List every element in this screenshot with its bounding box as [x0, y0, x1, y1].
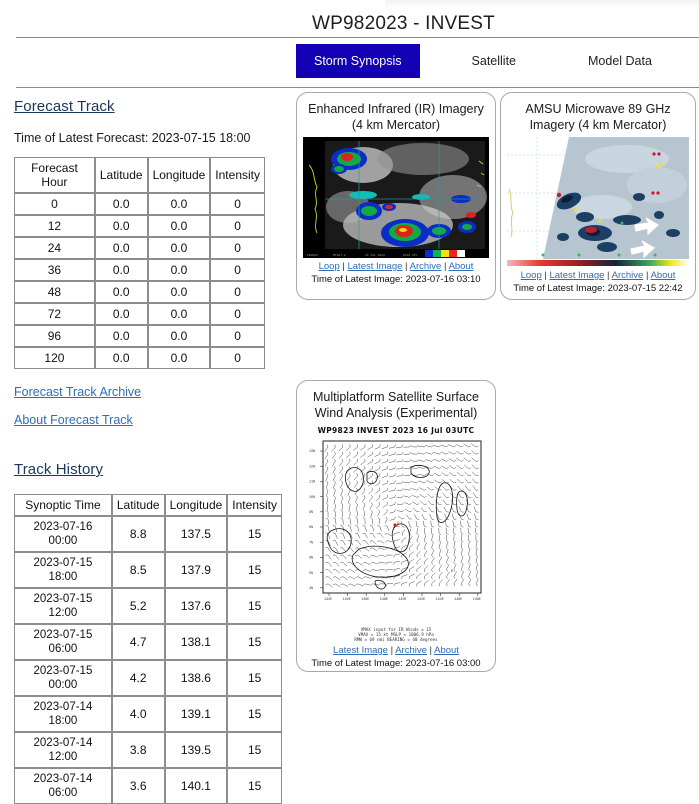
table-row [14, 732, 282, 768]
table-cell: 2023-07-14 18:00 [14, 696, 112, 732]
left-column [14, 98, 290, 804]
wind-x-tick: 142E [417, 598, 426, 602]
wind-y-tick: 9N [309, 511, 314, 515]
table-row [14, 215, 265, 237]
table-cell: 120 [14, 347, 95, 369]
ir-links: Loop | Latest Image | Archive | About [318, 261, 474, 272]
wind-chart-header: WP9823 INVEST 2023 16 Jul 03UTC [317, 426, 475, 435]
divider-below-tabs [16, 87, 699, 88]
wind-y-tick: 5N [309, 571, 314, 576]
wind-annotation-2: VMAX = 15 kt MSLP = 1006.9 hPa [358, 632, 434, 637]
track-history-heading: Track History [14, 461, 104, 478]
table-cell: 15 [227, 696, 282, 732]
wind-y-tick: 7N [309, 541, 314, 546]
table-header-row [14, 494, 282, 516]
col-intensity: Intensity [227, 494, 282, 516]
table-row [14, 259, 265, 281]
table-cell: 0.0 [95, 347, 148, 369]
panel-ir-title: Enhanced Infrared (IR) Imagery (4 km Mercator) [308, 102, 484, 132]
wind-chart-annotations [303, 627, 489, 642]
table-cell: 15 [227, 624, 282, 660]
table-cell: 0.0 [95, 193, 148, 215]
table-row [14, 624, 282, 660]
table-cell: 0.0 [95, 303, 148, 325]
table-cell: 72 [14, 303, 95, 325]
wind-y-tick: 8N [309, 526, 314, 531]
wind-x-tick: 144E [435, 598, 444, 602]
wind-y-tick: 10N [309, 495, 316, 500]
wind-x-tick: 134E [342, 598, 351, 602]
ir-archive-link[interactable]: Archive [409, 261, 442, 272]
ir-latest-time: Time of Latest Image: 2023-07-16 03:10 [311, 274, 481, 285]
table-cell: 0 [210, 215, 265, 237]
wind-latest-time: Time of Latest Image: 2023-07-16 03:00 [311, 658, 481, 669]
table-cell: 24 [14, 237, 95, 259]
wind-y-tick: 13N [309, 450, 316, 455]
chrome-gradient [385, 0, 699, 8]
table-cell: 15 [227, 588, 282, 624]
tab-storm-synopsis[interactable]: Storm Synopsis [296, 44, 420, 78]
wind-annotation-1: VMAX input for IR Winds = 15 [360, 627, 432, 632]
table-cell: 0.0 [95, 325, 148, 347]
col-latitude: Latitude [95, 157, 148, 193]
about-forecast-track-link[interactable]: About Forecast Track [14, 413, 133, 427]
table-cell: 0 [210, 347, 265, 369]
wind-x-tick: 132E [324, 598, 333, 602]
table-cell: 0.0 [95, 259, 148, 281]
col-latitude: Latitude [112, 494, 165, 516]
table-cell: 0.0 [148, 193, 211, 215]
wind-links: Latest Image | Archive | About [333, 645, 459, 656]
track-history-body [14, 516, 282, 804]
table-cell: 2023-07-15 00:00 [14, 660, 112, 696]
amsu-latest-time: Time of Latest Image: 2023-07-15 22:42 [513, 283, 683, 294]
table-cell: 140.1 [165, 768, 228, 804]
table-cell: 0.0 [95, 215, 148, 237]
tab-bar [296, 44, 670, 86]
svg-text:0310 UTC: 0310 UTC [403, 254, 418, 257]
table-cell: 137.9 [165, 552, 228, 588]
table-cell: 2023-07-14 12:00 [14, 732, 112, 768]
wind-x-tick: 148E [472, 598, 481, 602]
table-cell: 0 [210, 281, 265, 303]
table-cell: 3.8 [112, 732, 165, 768]
table-cell: 8.8 [112, 516, 165, 552]
wind-x-tick: 146E [454, 598, 463, 602]
table-row [14, 552, 282, 588]
panel-wind-analysis [296, 380, 496, 672]
latest-forecast-time: Time of Latest Forecast: 2023-07-15 18:00 [14, 131, 251, 145]
table-cell: 36 [14, 259, 95, 281]
svg-text:A: A [397, 522, 400, 526]
wind-y-tick: 4N [309, 587, 314, 591]
col-longitude: Longitude [165, 494, 228, 516]
tab-satellite[interactable]: Satellite [471, 54, 517, 68]
table-header-row [14, 157, 265, 193]
table-cell: 0.0 [148, 237, 211, 259]
table-cell: 8.5 [112, 552, 165, 588]
table-cell: 138.6 [165, 660, 228, 696]
wind-latest-image-link[interactable]: Latest Image [333, 645, 388, 656]
table-row [14, 516, 282, 552]
amsu-satellite-image[interactable] [507, 137, 689, 267]
table-row [14, 303, 265, 325]
wind-analysis-chart[interactable] [303, 437, 489, 627]
amsu-about-link[interactable]: About [650, 270, 676, 281]
table-cell: 0.0 [95, 237, 148, 259]
table-row [14, 660, 282, 696]
table-cell: 2023-07-14 06:00 [14, 768, 112, 804]
table-cell: 4.2 [112, 660, 165, 696]
table-cell: 0.0 [148, 281, 211, 303]
table-row [14, 588, 282, 624]
table-cell: 0 [210, 193, 265, 215]
table-cell: 12 [14, 215, 95, 237]
panel-enhanced-ir [296, 92, 496, 300]
svg-text:D: D [451, 570, 454, 574]
wind-annotation-3: RMW = 69 nmi BEARING = 40 degrees [354, 637, 438, 642]
amsu-links: Loop | Latest Image | Archive | About [520, 270, 676, 281]
amsu-loop-link[interactable]: Loop [520, 270, 542, 281]
table-cell: 15 [227, 732, 282, 768]
table-cell: 138.1 [165, 624, 228, 660]
table-cell: 0.0 [148, 303, 211, 325]
table-cell: 0.0 [148, 215, 211, 237]
table-row [14, 347, 265, 369]
forecast-track-table [14, 157, 265, 369]
table-cell: 4.7 [112, 624, 165, 660]
panel-amsu-microwave [500, 92, 696, 300]
table-cell: 0.0 [95, 281, 148, 303]
browser-chrome-strip [0, 0, 699, 8]
table-cell: 0 [210, 303, 265, 325]
ir-about-link[interactable]: About [448, 261, 474, 272]
forecast-track-heading: Forecast Track [14, 98, 115, 115]
table-cell: 0 [210, 237, 265, 259]
table-cell: 0.0 [148, 259, 211, 281]
track-history-table [14, 494, 282, 804]
table-cell: 15 [227, 768, 282, 804]
forecast-track-archive-link[interactable]: Forecast Track Archive [14, 385, 142, 399]
col-longitude: Longitude [148, 157, 211, 193]
table-row [14, 768, 282, 804]
table-cell: 2023-07-15 18:00 [14, 552, 112, 588]
table-cell: 3.6 [112, 768, 165, 804]
forecast-links [14, 383, 290, 439]
col-intensity: Intensity [210, 157, 265, 193]
wind-archive-link[interactable]: Archive [395, 645, 427, 656]
wind-y-tick: 6N [309, 556, 314, 561]
col-synoptic-time: Synoptic Time [14, 494, 112, 516]
ir-loop-link[interactable]: Loop [318, 261, 340, 272]
panel-wind-title: Multiplatform Satellite Surface Wind Analysis (Experimental) [312, 390, 480, 420]
wind-x-tick: 138E [379, 598, 388, 602]
amsu-archive-link[interactable]: Archive [611, 270, 644, 281]
table-cell: 137.6 [165, 588, 228, 624]
ir-satellite-image[interactable] [303, 137, 489, 258]
table-cell: 5.2 [112, 588, 165, 624]
table-cell: 15 [227, 516, 282, 552]
col-forecast-hour: Forecast Hour [14, 157, 95, 193]
tab-model-data[interactable]: Model Data [588, 54, 652, 68]
table-cell: 139.5 [165, 732, 228, 768]
table-cell: 0 [210, 325, 265, 347]
table-row [14, 193, 265, 215]
table-row [14, 237, 265, 259]
wind-about-link[interactable]: About [434, 645, 459, 656]
table-cell: 96 [14, 325, 95, 347]
svg-text:MTSAT-2: MTSAT-2 [333, 254, 346, 257]
wind-y-tick: 11N [309, 480, 316, 485]
page-title: WP982023 - INVEST [312, 13, 495, 34]
table-cell: 137.5 [165, 516, 228, 552]
table-row [14, 325, 265, 347]
svg-text:IR0001: IR0001 [307, 254, 318, 257]
table-cell: 2023-07-16 00:00 [14, 516, 112, 552]
table-cell: 2023-07-15 06:00 [14, 624, 112, 660]
table-row [14, 281, 265, 303]
panel-amsu-title: AMSU Microwave 89 GHz Imagery (4 km Mercator) [525, 102, 671, 132]
table-cell: 0.0 [148, 347, 211, 369]
table-cell: 0.0 [148, 325, 211, 347]
table-cell: 2023-07-15 12:00 [14, 588, 112, 624]
table-cell: 0 [14, 193, 95, 215]
table-cell: 4.0 [112, 696, 165, 732]
amsu-latest-image-link[interactable]: Latest Image [549, 270, 605, 281]
table-cell: 15 [227, 660, 282, 696]
svg-text:16 JUL 2023: 16 JUL 2023 [365, 254, 385, 257]
wind-x-tick: 140E [398, 598, 407, 602]
table-cell: 48 [14, 281, 95, 303]
table-cell: 139.1 [165, 696, 228, 732]
table-cell: 15 [227, 552, 282, 588]
ir-latest-image-link[interactable]: Latest Image [347, 261, 403, 272]
table-row [14, 696, 282, 732]
wind-y-tick: 12N [309, 465, 316, 470]
wind-x-tick: 136E [361, 598, 370, 602]
forecast-track-body [14, 193, 265, 369]
divider-top [16, 37, 699, 38]
table-cell: 0 [210, 259, 265, 281]
